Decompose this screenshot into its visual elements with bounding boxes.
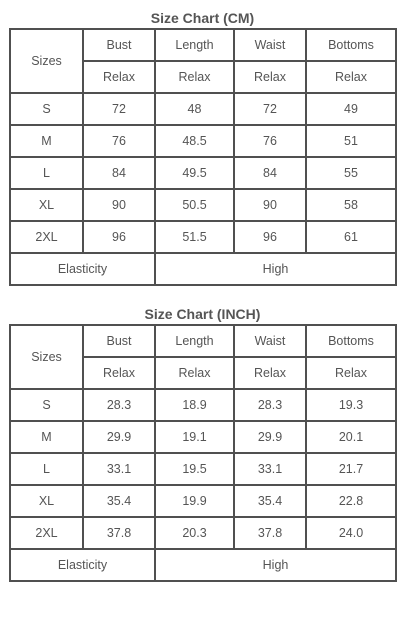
size-cell: M — [10, 421, 83, 453]
length-cell: 20.3 — [155, 517, 234, 549]
bust-cell: 37.8 — [83, 517, 155, 549]
elasticity-label: Elasticity — [10, 253, 155, 285]
length-cell: 48 — [155, 93, 234, 125]
bottoms-cell: 61 — [306, 221, 396, 253]
length-cell: 19.5 — [155, 453, 234, 485]
elasticity-value: High — [155, 253, 396, 285]
size-cell: L — [10, 453, 83, 485]
elasticity-row — [10, 549, 396, 581]
size-cell: M — [10, 125, 83, 157]
waist-cell: 35.4 — [234, 485, 306, 517]
bust-cell: 35.4 — [83, 485, 155, 517]
bust-header: Bust — [83, 325, 155, 357]
table-row — [10, 125, 396, 157]
waist-header: Waist — [234, 325, 306, 357]
length-cell: 49.5 — [155, 157, 234, 189]
size-chart-inch-table — [9, 324, 397, 582]
waist-cell: 28.3 — [234, 389, 306, 421]
bottoms-cell: 20.1 — [306, 421, 396, 453]
bottoms-cell: 21.7 — [306, 453, 396, 485]
waist-cell: 72 — [234, 93, 306, 125]
bust-cell: 28.3 — [83, 389, 155, 421]
table-row — [10, 157, 396, 189]
elasticity-label: Elasticity — [10, 549, 155, 581]
length-cell: 51.5 — [155, 221, 234, 253]
fit-subheader: Relax — [83, 61, 155, 93]
bottoms-cell: 51 — [306, 125, 396, 157]
length-header: Length — [155, 325, 234, 357]
table-row — [10, 485, 396, 517]
table-row — [10, 189, 396, 221]
bottoms-cell: 19.3 — [306, 389, 396, 421]
waist-cell: 90 — [234, 189, 306, 221]
fit-subheader: Relax — [83, 357, 155, 389]
sizes-header: Sizes — [10, 325, 83, 389]
header-row — [10, 325, 396, 357]
length-header: Length — [155, 29, 234, 61]
bust-cell: 90 — [83, 189, 155, 221]
size-chart-cm-table — [9, 28, 397, 286]
waist-cell: 37.8 — [234, 517, 306, 549]
table-row — [10, 389, 396, 421]
waist-cell: 84 — [234, 157, 306, 189]
elasticity-row — [10, 253, 396, 285]
fit-subheader: Relax — [234, 61, 306, 93]
bottoms-header: Bottoms — [306, 29, 396, 61]
bottoms-cell: 24.0 — [306, 517, 396, 549]
table-row — [10, 453, 396, 485]
waist-header: Waist — [234, 29, 306, 61]
fit-subheader: Relax — [306, 61, 396, 93]
waist-cell: 29.9 — [234, 421, 306, 453]
fit-subheader: Relax — [155, 357, 234, 389]
bust-cell: 96 — [83, 221, 155, 253]
size-cell: 2XL — [10, 517, 83, 549]
sizes-header: Sizes — [10, 29, 83, 93]
size-cell: L — [10, 157, 83, 189]
size-chart-cm-title: Size Chart (CM) — [150, 10, 255, 26]
waist-cell: 33.1 — [234, 453, 306, 485]
size-cell: XL — [10, 189, 83, 221]
fit-subheader: Relax — [234, 357, 306, 389]
waist-cell: 76 — [234, 125, 306, 157]
bust-header: Bust — [83, 29, 155, 61]
length-cell: 19.1 — [155, 421, 234, 453]
table-row — [10, 221, 396, 253]
length-cell: 18.9 — [155, 389, 234, 421]
bottoms-header: Bottoms — [306, 325, 396, 357]
bust-cell: 33.1 — [83, 453, 155, 485]
fit-subheader: Relax — [306, 357, 396, 389]
size-cell: 2XL — [10, 221, 83, 253]
elasticity-value: High — [155, 549, 396, 581]
size-cell: S — [10, 93, 83, 125]
header-row — [10, 29, 396, 61]
length-cell: 19.9 — [155, 485, 234, 517]
size-chart-inch-title: Size Chart (INCH) — [144, 306, 261, 322]
size-cell: XL — [10, 485, 83, 517]
bust-cell: 29.9 — [83, 421, 155, 453]
table-row — [10, 93, 396, 125]
bottoms-cell: 58 — [306, 189, 396, 221]
waist-cell: 96 — [234, 221, 306, 253]
table-row — [10, 421, 396, 453]
bust-cell: 72 — [83, 93, 155, 125]
bust-cell: 76 — [83, 125, 155, 157]
size-cell: S — [10, 389, 83, 421]
table-row — [10, 517, 396, 549]
length-cell: 48.5 — [155, 125, 234, 157]
length-cell: 50.5 — [155, 189, 234, 221]
bottoms-cell: 22.8 — [306, 485, 396, 517]
fit-subheader: Relax — [155, 61, 234, 93]
bottoms-cell: 55 — [306, 157, 396, 189]
bottoms-cell: 49 — [306, 93, 396, 125]
bust-cell: 84 — [83, 157, 155, 189]
